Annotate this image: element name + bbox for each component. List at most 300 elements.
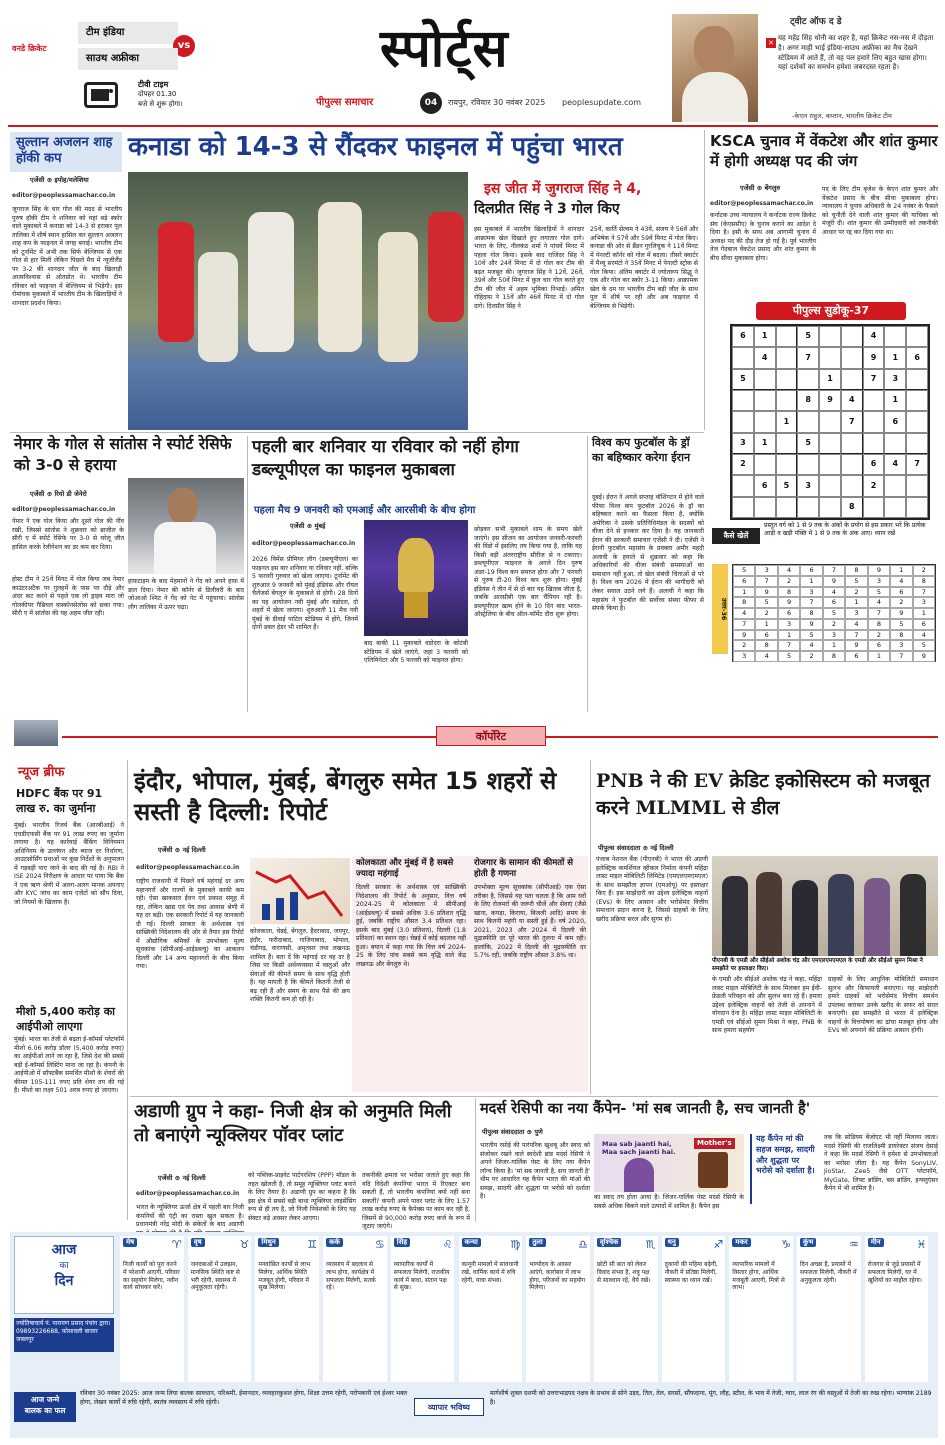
solution-cell: 2 [733,640,755,651]
solution-cell: 2 [755,608,777,619]
sudoku-cell [754,369,776,390]
wpl-headline: पहली बार शनिवार या रविवार को नहीं होगा डब्ल्यूपीएल का फाइनल मुकाबला [252,437,519,480]
solution-cell: 3 [778,619,800,630]
sudoku-cell [906,390,928,411]
adani-email: editor@peoplessamachar.co.in [136,1190,240,1197]
zodiac-icon: ♑ [781,1238,791,1251]
sign-name: धनु [665,1238,679,1247]
zodiac-icon: ♍ [510,1238,521,1251]
sign-text: मनवांछित कार्यों से लाभ मिलेगा, आर्थिक स्थिति मजबूत होगी, परिवार में सुख मिलेगा। [258,1261,311,1292]
horoscope-panchang: ज्योतिषाचार्य पं. नारायण प्रसाद पंचांग द्वारा। 09893226688, कोसावली बाजार जबलपुर [14,1318,114,1352]
solution-cell: 9 [733,630,755,641]
ad-line1: Maa sab jaanti hai, [602,1140,672,1148]
rahul-photo [672,14,758,122]
solution-cell: 1 [913,608,935,619]
sudoku-cell [841,433,863,454]
horoscope-title-box [14,1236,114,1314]
sudoku-cell [841,347,863,368]
zodiac-icon: ♉ [239,1238,250,1251]
sudoku-cell: 6 [754,475,776,496]
solution-cell: 2 [845,587,867,598]
sudoku-cell: 1 [884,390,906,411]
sudoku-cell: 8 [841,497,863,518]
sign-name: सिंह [394,1238,410,1247]
solution-cell: 5 [755,597,777,608]
sudoku-cell [863,497,885,518]
adani-col3: तकनीकी क्षमता पर भरोसा जताते हुए कहा कि यदि विदेशी कंपनियां भारत में रिएक्टर बना सकती हैं, तो भारतीय कंपनियां क्यों नहीं बना सकतीं? कंपनी अपने पावर प्लांट के लिए 1.57 लाख करोड़ रुपए के कैपेक्स पर काम कर रही है, जिसमें से 90,000 करोड़ रुपए कर्ज के रूप में जुटाए जाएंगे। [362,1172,470,1231]
sudoku-cell [754,497,776,518]
sign-text: निजी कार्यों को पूरा करने में परेशानी आएगी, परिवार का सहयोग मिलेगा, नवीन कार्य सोचकर करें। [123,1261,180,1292]
sign-name: तुला [529,1238,546,1247]
sudoku-cell [863,411,885,432]
pnb-headline: PNB ने की EV क्रेडिट इकोसिस्टम को मजबूत करने MLMML से डील [596,770,931,819]
sudoku-cell: 3 [797,475,819,496]
sudoku-cell [776,454,798,475]
metro-box-body2: उपभोक्ता मूल्य सूचकांक (सीपीआई) एक ऐसा तरीका है, जिससे यह पता चलता है कि आम घरों के लिए रोजमर्रा की जरूरी चीजें और सेवाएं (जैसे खाना, कपड़ा, किराया, बिजली आदि) समय के साथ कितनी महंगी या सस्ती हुई हैं। वर्ष 2020, 2021, 2023 और 2024 में दिल्ली की मुद्रास्फीति दर पूरे भारत की तुलना में कम रही। हालांकि, 2022 में दिल्ली की मुद्रास्फीति दर 5.7% रही, जबकि राष्ट्रीय औसत 3.8% था। [474,884,586,960]
ad-line2: Maa sach jaanti hai. [602,1148,676,1156]
solution-cell: 3 [755,565,777,576]
pnb-photo-caption: पीएनबी के एमडी और सीईओ अशोक चंद्र और एमएलएमएमएल के एमडी और सीईओ सुमन मिश्रा ने समझौते पर हस्ताक्षर किए। [712,958,923,972]
zodiac-icon: ♈ [171,1238,182,1251]
sudoku-cell: 7 [863,369,885,390]
metro-col2: कोलकाता, चेन्नई, बेंगलुरु, हैदराबाद, जयपुर, इंदौर, फरीदाबाद, गाजियाबाद, भोपाल, चंडीगढ़, वाराणसी, अमृतसर तथा लखनऊ शामिल हैं। बता दें कि महंगाई दर वह दर है जिस पर किसी अर्थव्यवस्था में वस्तुओं और सेवाओं की कीमतें समय के साथ वृद्धि होती है। यह मापती है कि कीमतें कितनी तेजी से बढ़ रही हैं और समय के साथ पैसे की क्रय शक्ति कितनी कम हो रही है। [250,928,350,1004]
solution-cell: 1 [800,576,822,587]
sudoku-cell: 5 [797,326,819,347]
solution-cell: 3 [800,587,822,598]
zodiac-icon: ♓ [916,1238,927,1251]
sudoku-cell [754,411,776,432]
horoscope-sign [662,1236,726,1382]
iran-body: दुबई। ईरान ने अगले सप्ताह वॉशिंगटन में होने वाले फीफा विश्व कप फुटबॉल 2026 के ड्रॉ का बहिष्कार करने का फैसला किया है, क्योंकि अमेरिका ने उसके प्रतिनिधिमंडल के सदस्यों को वीजा देने से इनकार कर दिया है। यह जानकारी ईरान की सरकारी समाचार एजेंसी ने दी। एजेंसी ने ईरानी फुटबॉल महासंघ के प्रवक्ता अमीर महदी अलावी के हवाले से शुक्रवार को कहा कि अधिकारियों की वीजा संबंधी समस्याओं का समाधान नहीं हुआ, तो खेल संबंधी चिंताओं से परे है। विश्व कप 2026 में ईरान की भागीदारी को लेकर सवाल उठने लगे हैं। अलावी ने कहा कि महासंघ ने फुटबॉल की सर्वोच्च संस्था फीफा से संपर्क किया है। [592,494,704,613]
adani-col2: को पब्लिक-प्राइवेट पार्टनरशिप (PPP) मॉडल के तहत खोलती है, तो समूह न्यूक्लियर प्लांट बनाने के लिए तैयार है। अडाणी ग्रुप का कहना है कि इस क्षेत्र में सबसे बड़ी बाधा न्यूक्लियर लाइसेंसिंग रूप से ही तय है, जो निजी निवेशकों के लिए यह सेक्टर बड़े अवसर लेकर आएगा। [248,1172,356,1222]
solution-cell: 3 [913,597,935,608]
solution-cell: 4 [800,640,822,651]
horoscope-title-mid: का [59,1260,69,1271]
adani-headline: अडाणी ग्रुप ने कहा- निजी क्षेत्र को अनुमति मिली तो बनाएंगे न्यूक्लियर पॉवर प्लांट [134,1101,452,1147]
sudoku-cell: 1 [754,433,776,454]
neymar-text1: नेमार ने एक गोल किया और दूसरे गोल की नींव रखी, जिससे सांतोस ने शुक्रवार को ब्राजील के सीरी ए में स्पोर्ट रेसिफे पर 3-0 से घरेलू जीत हासिल करके रेलीगेशन का डर कम कर दिया। [12,518,124,551]
news-brief-label: न्यूज ब्रीफ [18,765,65,780]
mothers-col1: भारतीय रसोई की पारंपरिक खुशबू और स्वाद को संजोकर रखने वाले स्वदेशी ब्रांड मदर्स रेसिपी ने अपने जिंजर-गार्लिक पेस्ट के लिए नया कैंपेन लॉन्च किया है। 'मां सब जानती है, सच जानती है' थीम पर आधारित यह कैंपेन भारत की मांओं की समझ, सादगी और शुद्धता पर भरोसे को दर्शाता है। [480,1142,590,1201]
mothers-col2: का स्वाद तय होता आया है। जिंजर-गार्लिक पेस्ट मदर्स रेसिपी के सबसे अधिक बिकने वाले उत्पादों में शामिल है। कैंपेन इस [594,1194,744,1210]
solution-cell: 3 [868,576,890,587]
team1: टीम इंडिया [78,22,178,44]
sudoku-cell [797,454,819,475]
wpl-col3: छोड़कर सभी मुकाबले शाम के समय खेले जाएंगे। इस सीजन का आयोजन जनवरी-फरवरी की विंडो में इसलिए तय किया गया है, ताकि यह किसी बड़ी अंतरराष्ट्रीय सीरीज से न टकराए। डब्ल्यूपीएल फाइनल के अगले दिन पुरुष अंडर-19 विश्व कप समाप्त होगा और 7 फरवरी से पुरुष टी-20 विश्व कप शुरू होगा। मुंबई इंडियंस ने तीन में से दो बार यह खिताब जीता है, जबकि आरसीबी एक बार चैंपियन रही है। डब्ल्यूपीएल खत्म होने के 10 दिन बाद भारत-ऑस्ट्रेलिया के बीच ऑल-फॉर्मेट दौरा शुरू होगा। [474,526,582,619]
born-label-1: आज जन्मे [30,1395,60,1404]
sudoku-cell: 4 [754,347,776,368]
horoscope-sign [594,1236,658,1382]
born-text: रविवार 30 नवंबर 2025: आज जन्म लिया बालक सावधान, परिश्रमी, ईमानदार, व्यवहारकुशल होगा, शिक्षा उत्तम रहेगी, परोपकारी एवं ईश्वर भक्त होगा, लेखन कार्यों में रुचि रहेगी, स्वतंत्र व्यवसाय में रुचि रहेगी। [80,1390,407,1406]
hockey-col2: इस मुकाबले में भारतीय खिलाड़ियों ने शानदार आक्रामक खेल दिखाते हुए लगातार गोल दागे। भारत के लिए, नीलकंठ शर्मा ने पांचवें मिनट में पहला गोल किया। इसके बाद राजिंदर सिंह ने 10वें और 24वें मिनट में दो गोल कर टीम की बढ़त मजबूत की। जुगराज सिंह ने 12वें, 26वें, 39वें और 50वें मिनट में कुल चार गोल करते हुए टीम की जीत में अहम भूमिका निभाई। अमित रोहिदास ने 15वें और 46वें मिनट में दो गोल दागे। दिलप्रीत सिंह ने [474,226,584,310]
hockey-email: editor@peoplessamachar.co.in [12,192,116,199]
mothers-byline: पीपुल्स संवाददाता ⊕ पुणे [482,1128,543,1136]
hockey-headline: कनाडा को 14-3 से रौंदकर फाइनल में पहुंचा भारत [128,132,623,162]
zodiac-icon: ♒ [848,1238,859,1251]
metro-box-title2: रोजगार के सामान की कीमतों से होती है गणना [474,858,574,880]
sudoku-cell [797,497,819,518]
solution-cell: 1 [890,565,912,576]
solution-cell: 7 [800,597,822,608]
solution-cell: 6 [800,565,822,576]
sudoku-cell [776,369,798,390]
pnb-photo [712,856,938,956]
adani-col1: भारत के न्यूक्लियर ऊर्जा क्षेत्र में पहली बार निजी कंपनियों की एंट्री का रास्ता खुल सकता है। प्रधानमंत्री नरेंद्र मोदी के संकेतों के बाद अडाणी [136,1204,244,1229]
solution-cell: 4 [823,587,845,598]
sudoku-cell: 6 [732,326,754,347]
sudoku-cell [732,411,754,432]
sudoku-instructions: प्रस्तुत वर्ग को 1 से 9 तक के अंकों के प्रयोग से इस प्रकार भरें कि प्रत्येक आड़ी व खड़ी पंक्ति में 1 से 9 तक के अंक आए। ध्यान रखें [764,522,926,538]
sign-name: कुंभ [800,1238,816,1247]
zodiac-icon: ♏ [645,1238,656,1251]
solution-cell: 2 [890,597,912,608]
sign-text: रोजगार से जुड़े प्रयासों में सफलता मिलेगी, घर में खुशियों का माहौल रहेगा। [867,1261,922,1284]
solution-cell: 3 [845,608,867,619]
horoscope-sign [391,1236,455,1382]
tweet-text: यह महेंद्र सिंह धोनी का शहर है, यहां क्रिकेट नस-नस में दौड़ता है। अगर माही भाई इंडिया-साउथ अफ्रीका का मैच देखने स्टेडियम में आते हैं, तो वह पल हमारे लिए बहुत खास होगा। यहां दर्शकों का समर्थन हमेशा जबरदस्त रहता है। [778,34,934,72]
neymar-email: editor@peoplessamachar.co.in [12,506,116,513]
neymar-text2: होस्ट टीम ने 25वें मिनट में गोल किया जब नेमार काउंटरअटैक पर गुलहर्मे के पास पर दौड़े और अंदर कट करने से पहले एक लो ड्राइव मारा जो गोलकीपर गैब्रियल वास्कोनसेलोस को छका गया। सीरी ए में सांतोस की यह अहम जीत रही। [12,576,124,618]
solution-cell: 8 [890,630,912,641]
hockey-col1: जुगराज सिंह के चार गोल की मदद से भारतीय पुरुष हॉकी टीम ने शनिवार को यहां बड़े स्कोर वाले मुकाबले में कनाडा को 14-3 से हराकर पूल तालिका में शीर्ष स्थान हासिल कर सुल्तान अजलन शाह कप के फाइनल में जगह बनाई। भारतीय टीम को टूर्नामेंट में अभी तक सिर्फ बेल्जियम से एक गोल से हार मिली लेकिन पिछले मैच में न्यूजीलैंड पर 3-2 की शानदार जीत के बाद खिलाड़ी आत्मविश्वास से ओतप्रोत थे। भारतीय टीम रविवार को फाइनल में बेल्जियम से भिड़ेगी। इस रोमांचक मुकाबले में भारतीय टीम के खिलाड़ियों ने शानदार प्रदर्शन किया। [12,206,123,308]
market-text: मार्गशीर्ष शुक्ल दशमी को उत्तराभाद्रपद नक्षत्र के प्रभाव से सोने उड़द, तिल, तेल, सरसों, सौंफदाना, मूंग, लौह, स्टील, के भाव में तेजी, ग्वार, लाल रंग की वस्तुओं में तेजी का रुख रहेगा। भाग्यांक 2189 है। [490,1390,932,1406]
sudoku-cell [841,326,863,347]
solution-cell: 2 [913,565,935,576]
sudoku-cell [906,475,928,496]
sudoku-cell: 1 [819,369,841,390]
solution-cell: 7 [755,576,777,587]
sudoku-cell: 6 [884,411,906,432]
sign-text: जनदबाओं में उलझन, मानसिक स्थिति कष्ट से भरी रहेगी, स्वास्थ्य में अनुकूलता रहेगी। [190,1261,240,1292]
sudoku-cell: 4 [863,326,885,347]
solution-cell: 9 [890,608,912,619]
solution-cell: 8 [913,576,935,587]
sign-text: व्यवसाय में बदलाव से लाभ होगा, कार्यक्षेत्र में सफलता मिलेगी, सतर्क रहें। [326,1261,376,1292]
horoscope-sign [526,1236,590,1382]
sign-text: व्यापारिक कार्यों में सफलता मिलेगी, राजकीय कार्य में बाधा, संतान पक्ष से सुख। [393,1261,450,1292]
sign-text: कानूनी मामलों में सावधानी रखें, धार्मिक कार्य में रुचि रहेगी, यात्रा संभव। [461,1261,519,1284]
neymar-photo [128,478,244,574]
sudoku-cell [797,411,819,432]
born-label-2: बालक का फल [24,1406,66,1416]
tv-box [8,20,208,120]
vs-badge: vs [173,35,195,57]
solution-cell: 4 [755,651,777,662]
sudoku-cell [906,433,928,454]
solution-cell: 5 [890,619,912,630]
solution-cell: 6 [845,651,867,662]
tweet-box [672,14,938,126]
solution-cell: 7 [913,587,935,598]
pnb-col2: के एमडी और सीईओ अशोक चंद्र ने कहा, महिंद्रा लास्ट माइल मोबिलिटी के साथ मिलकर हम ईवी-फ्रेंडली परिवहन को और सुलभ बना रहे हैं। हमारा उद्देश्य इलेक्ट्रिक वाहनों को तेजी से अपनाने में योगदान देना है। महिंद्रा लास्ट माइल मोबिलिटी के एमडी एवं सीईओ सुमन मिश्रा ने कहा, PNB के साथ हमारा सहयोग [712,976,822,1035]
sudoku-cell [776,347,798,368]
tv-channel: दोपहर 01.30 [138,90,177,98]
sudoku-title: पीपुल्स सुडोकू-37 [756,302,906,320]
inflation-chart-icon [250,858,350,924]
sudoku-cell [754,454,776,475]
pnb-byline: पीपुल्स संवाददाता ⊕ नई दिल्ली [598,844,674,852]
wpl-email: editor@peoplessamachar.co.in [252,540,356,547]
solution-cell: 5 [800,630,822,641]
solution-cell: 2 [800,651,822,662]
solution-cell: 8 [755,640,777,651]
sudoku-cell: 5 [732,369,754,390]
sudoku-cell [819,433,841,454]
solution-cell: 4 [778,565,800,576]
sudoku-cell [819,347,841,368]
hdfc-body: मुंबई। भारतीय रिजर्व बैंक (आरबीआई) ने एचडीएफसी बैंक पर 91 लाख रुपए का जुर्माना लगाया है। यह कार्रवाई बैंकिंग विनियमन अधिनियम के उल्लंघन और ब्याज दर निर्धारण, आउटसोर्सिंग प्रथाओं पर कुछ निर्देशों के अनुपालन में गड़बड़ी पाए जाने के बाद की गई है। RBI ने ISE 2024 निरीक्षण के आधार पर पाया कि बैंक ने एक ऋण श्रेणी में अलग-अलग मानक अपनाए और KYC जांच का काम एजेंटों को सौंप दिया, जो नियमों के खिलाफ है। [14,822,125,906]
tweet-icon: ✕ [766,38,776,48]
corporate-label: कॉर्पोरेट [436,726,546,746]
sudoku-cell [819,497,841,518]
iran-headline: विश्व कप फुटबॉल के ड्रॉ का बहिष्कार करेगा ईरान [592,436,691,464]
sudoku-cell [906,326,928,347]
sudoku-cell [776,326,798,347]
metro-box-title1: कोलकाता और मुंबई में है सबसे ज्यादा महंगाई [356,858,454,880]
solution-cell: 5 [823,608,845,619]
neymar-text3: हाफ़टाइम के बाद मेहमानों ने गेंद को अपने हाफ़ में डाल दिया। नेमार की कॉर्नर से डिलीवरी के बाद जोआओ श्मिट ने गेंद को नेट में पहुंचाया। सांतोस लीग तालिका में ऊपर चढ़ा। [128,578,244,611]
solution-cell: 5 [913,640,935,651]
wpl-byline: एजेंसी ⊕ मुंबई [290,522,326,530]
solution-cell: 8 [800,608,822,619]
sign-text: दिन अच्छा है, प्रयासों में सफलता मिलेगी, नौकरी में अनुकूलता रहेगी। [800,1261,857,1284]
sudoku-solution-grid [732,564,936,662]
sudoku-cell [884,433,906,454]
masthead [300,14,670,124]
sign-name: वृष [191,1238,205,1247]
sudoku-grid [730,324,930,520]
solution-cell: 1 [845,597,867,608]
solution-cell: 7 [733,619,755,630]
sudoku-cell [797,369,819,390]
metro-email: editor@peoplessamachar.co.in [136,864,240,871]
sign-name: मकर [732,1238,750,1247]
sudoku-cell: 1 [754,326,776,347]
solution-cell: 9 [823,576,845,587]
solution-cell: 4 [845,619,867,630]
masthead-title: स्पोर्ट्स [380,18,509,79]
solution-cell: 8 [823,651,845,662]
hockey-byline: एजेंसी ⊕ इपोह/मलेशिया [30,176,89,184]
solution-cell: 9 [755,587,777,598]
zodiac-icon: ♌ [442,1238,453,1251]
sign-text: भाग्योदय के अवसर आएंगे, कारोबार में लाभ होगा, परिजनों का सहयोग मिलेगा। [529,1261,586,1292]
ad-brand: Mother's [694,1138,735,1149]
sudoku-howto: कैसे खेलें [712,528,760,544]
sudoku-cell [863,433,885,454]
sudoku-cell [819,454,841,475]
sudoku-cell [863,390,885,411]
mothers-col3: तक कि सोडियम बेंजोएट भी नहीं मिलाया जाता। मदर्स रेसिपी की राजलिक्ष्मी डायरेक्टर संजय देसाई ने कहा कि मदर्स रेसिपी ने हमेशा से उपभोक्ताओं का भरोसा जीता है। यह कैंपेन SonyLIV, JioStar, Zee5 जैसे OTT प्लेटफॉर्म, MyGate, लिफ्ट ब्रांडिंग, बस ब्रांडिंग, इन्फ्लुएंसर कैंपेन में भी शामिल है। [824,1134,938,1193]
tv-start: बजे से शुरू होगा। [138,100,183,108]
hockey-sub1: इस जीत में जुगराज सिंह ने 4, [484,181,642,197]
metro-box-body1: दिल्ली सरकार के अर्थशास्त्र एवं सांख्यिकी निदेशालय की रिपोर्ट के अनुसार, वित्त वर्ष 2024-25 में कोलकाता में सीपीआई (आईडब्ल्यू) में सबसे अधिक 3.6 प्रतिशत वृद्धि हुई, जबकि राष्ट्रीय औसत 3.4 प्रतिशत रहा। इसके बाद मुंबई (3.0 प्रतिशत), दिल्ली (1.8 प्रतिशत) का स्थान रहा। चेन्नई में कोई बदलाव नहीं हुआ। बयान में कहा गया कि वित्त वर्ष 2024-25 के लिए पांच सबसे कम वृद्धि वाले केंद्र लखनऊ और बेंगलुरु थे। [356,884,466,968]
sudoku-cell [906,497,928,518]
hdfc-headline: HDFC बैंक पर 91 लाख रु. का जुर्माना [16,787,103,816]
sudoku-cell [732,497,754,518]
solution-cell: 7 [823,565,845,576]
sign-text: छोटी सी बात को लेकर विवाद संभव है, शत्रु पक्ष से सावधान रहें, धैर्य रखें। [596,1261,651,1284]
sudoku-cell: 5 [797,433,819,454]
sudoku-cell: 7 [797,347,819,368]
ksca-col1: कर्नाटक उच्च न्यायालय ने कर्नाटक राज्य क्रिकेट संघ (केएससीए) के चुनाव कराने का आदेश दे दिया है। इसी के साथ अब आगामी चुनाव में अध्यक्ष पद की दौड़ तेज हो गई है। पूर्व भारतीय तेज गेंदबाज वेंकटेश प्रसाद और शांत कुमार के बीच सीधा मुकाबला होगा। [710,212,816,262]
horoscope-sign [865,1236,929,1382]
sudoku-cell [884,475,906,496]
team2: साउथ अफ्रीका [78,48,178,70]
solution-cell: 1 [755,619,777,630]
solution-cell: 8 [733,597,755,608]
metro-headline: इंदौर, भोपाल, मुंबई, बेंगलुरु समेत 15 शहरों से सस्ती है दिल्ली: रिपोर्ट [134,767,557,827]
wpl-col1: 2026 विमेंस प्रीमियर लीग (डब्ल्यूपीएल) का फाइनल इस बार शनिवार या रविवार नहीं, बल्कि 5 फरवरी गुरुवार को खेला जाएगा। टूर्नामेंट की शुरुआत 9 जनवरी को मुंबई इंडियंस और रॉयल चैलेंजर्स बेंगलुरु के मुकाबले से होगी। 28 दिनों का यह आयोजन नवी मुंबई और वडोदरा, दो शहरों में खेला जाएगा। शुरुआती 11 मैच नवी मुंबई के डीवाई पाटिल स्टेडियम में होंगे, जिनमें दोनों डबल हेडर भी शामिल हैं। [252,556,358,632]
wpl-sub: पहला मैच 9 जनवरी को एमआई और आरसीबी के बीच होगा [254,505,476,516]
meesho-body: मुंबई। भारत का तेजी से बढ़ता ई-कॉमर्स प्लेटफॉर्म मीशो 6.06 करोड़ डॉलर (5,400 करोड़ रुपए) का आईपीओ लाने जा रहा है, जिसे देश की सबसे बड़ी ई-कॉमर्स लिस्टिंग माना जा रहा है। कंपनी के आईपीओ में सॉफ्टबैंक समर्थित मीशो के शेयरों की कीमत 105-111 रुपए प्रति शेयर तय की गई है। मीशो का लक्ष्य 501 अरब रुपए हो जाएगा। [14,1036,124,1095]
solution-cell: 2 [778,576,800,587]
sudoku-cell: 1 [776,411,798,432]
sudoku-cell: 1 [884,347,906,368]
hockey-kicker [10,132,122,172]
sudoku-cell: 4 [884,454,906,475]
sudoku-cell [776,497,798,518]
solution-cell: 7 [868,608,890,619]
inflation-graphic [250,858,350,924]
horoscope-title-top: आज [51,1242,77,1258]
hockey-photo [128,172,468,430]
tweet-author: -केएल राहुल, कप्तान, भारतीय क्रिकेट टीम [792,112,892,120]
solution-cell: 2 [868,630,890,641]
dateline: रायपुर, रविवार 30 नवंबर 2025 [448,98,546,107]
sudoku-cell [732,347,754,368]
solution-cell: 4 [733,608,755,619]
hockey-kicker-text: सुल्तान अजलन शाह हॉकी कप [16,135,113,167]
sudoku-cell [819,411,841,432]
zodiac-icon: ♊ [307,1238,318,1251]
solution-cell: 7 [845,630,867,641]
ksca-byline: एजेंसी ⊕ बेंगलुरु [740,184,781,192]
sudoku-cell: 2 [863,475,885,496]
mothers-quote: यह कैंपेन मां की सहज समझ, सादगी और शुद्धता पर भरोसे को दर्शाता है। [750,1134,818,1204]
sudoku-cell [906,411,928,432]
sudoku-cell: 6 [906,347,928,368]
solution-cell: 4 [890,576,912,587]
sudoku-cell [841,369,863,390]
sudoku-answer-label: उत्तर-36 [712,564,728,654]
solution-cell: 1 [778,630,800,641]
sign-name: मेष [123,1238,137,1247]
market-label: व्यापार भविष्य [414,1398,484,1416]
tv-label: वनडे क्रिकेट [12,44,47,53]
solution-cell: 7 [890,651,912,662]
solution-cell: 9 [845,640,867,651]
wpl-trophy-photo [364,520,468,636]
horoscope-sign [729,1236,793,1382]
sudoku-cell: 9 [863,347,885,368]
sudoku-cell [732,475,754,496]
solution-cell: 3 [823,630,845,641]
page-number: 04 [420,92,442,114]
meesho-headline: मीशो 5,400 करोड़ का आईपीओ लाएगा [16,1005,116,1034]
tv-time-label: टीवी टाइम [138,80,169,89]
sudoku-cell [776,433,798,454]
hockey-sub2: दिलप्रीत सिंह ने 3 गोल किए [474,201,620,217]
neymar-headline: नेमार के गोल से सांतोस ने स्पोर्ट रेसिफे को 3-0 से हराया [14,435,232,474]
sudoku-cell: 6 [863,454,885,475]
solution-cell: 9 [778,597,800,608]
metro-col1: राष्ट्रीय राजधानी में पिछले वर्ष महंगाई दर अन्य महानगरों और राज्यों के मुकाबले काफी कम रही। ऐसा खाकसार ईंधन एवं प्रकाश समूह में रहा, लेकिन खाद्य एवं पेय तथा आवास श्रेणी में यह दर बढ़ी। एक सरकारी रिपोर्ट में यह जानकारी दी गई। दिल्ली सरकार के अर्थशास्त्र एवं सांख्यिकी निदेशालय की ओर से तैयार इस रिपोर्ट में औद्योगिक श्रमिकों के उपभोक्ता मूल्य सूचकांक (सीपीआई-आईडब्ल्यू) का आकलन दिल्ली और 14 अन्य महानगरों के बीच किया गया। [136,878,244,971]
zodiac-icon: ♎ [578,1238,588,1251]
solution-cell: 6 [890,587,912,598]
sign-name: वृश्चिक [597,1238,622,1247]
sign-name: मिथुन [258,1238,278,1247]
ksca-email: editor@peoplessamachar.co.in [710,200,814,207]
solution-cell: 1 [733,587,755,598]
horoscope-sign [797,1236,861,1382]
sudoku-cell: 8 [797,390,819,411]
sudoku-cell [841,454,863,475]
horoscope-sign [323,1236,387,1382]
sudoku-cell [819,475,841,496]
sudoku-cell [754,390,776,411]
sudoku-cell: 4 [841,390,863,411]
pnb-col1: पंजाब नेशनल बैंक (पीएनबी) ने भारत की अग्रणी इलेक्ट्रिक कमर्शियल व्हीकल निर्माता कंपनी महिंद्रा लास्ट माइल मोबिलिटी लिमिटेड (एमएलएमएमएल) के साथ समझौता ज्ञापन (एमओयू) पर हस्ताक्षर किए हैं। इस साझेदारी का उद्देश्य इलेक्ट्रिक वाहनों (EVs) के लिए आसान और भरोसेमंद वित्तीय समाधान प्रदान करना है, जिससे ग्राहकों के लिए खरीद प्रक्रिया सरल और सुगम हो। [596,856,708,923]
sudoku-cell [884,497,906,518]
solution-cell: 7 [778,640,800,651]
zodiac-icon: ♐ [713,1238,724,1251]
sign-name: मीन [868,1238,884,1247]
neymar-byline: एजेंसी ⊕ रियो डी जेनेरो [30,490,87,498]
website: peoplesupdate.com [562,98,642,107]
sudoku-cell [732,390,754,411]
born-label [14,1392,76,1422]
solution-cell: 8 [778,587,800,598]
solution-cell: 8 [845,565,867,576]
zodiac-icon: ♋ [374,1238,385,1251]
solution-cell: 3 [733,651,755,662]
masthead-paper: पीपुल्स समाचार [316,97,374,108]
solution-cell: 1 [823,640,845,651]
hockey-col3: 25वें, कार्ति सेल्वम ने 43वें, संजय ने 56वें और अभिषेक ने 57वें और 59वें मिनट में गोल किए। कनाडा की ओर से ब्रैंडन गुरलिचुक ने 11वें मिनट में पेनल्टी कॉर्नर को गोल में बदला। तीसरे क्वार्टर में मैथ्यू सरमंटो ने 35वें मिनट में पेनल्टी स्ट्रोक से गोल किया। अंतिम क्वार्टर में ज्योतरूप सिद्धू ने एक और गोल कर स्कोर 3-11 किया। आक्रामक खेल के दम पर भारतीय टीम बड़ी जीत के साथ पूल में शीर्ष पर रही और अब फाइनल में बेल्जियम से भिड़ेगी। [590,226,698,310]
sudoku-cell: 3 [732,433,754,454]
wpl-col2: बाद बाकी 11 मुकाबले वडोदरा के कोटंबी स्टेडियम में खेले जाएंगे, जहां 3 फरवरी को एलिमिनेटर और 5 फरवरी को फाइनल होगा। [364,640,468,665]
solution-cell: 6 [755,630,777,641]
solution-cell: 6 [913,619,935,630]
sudoku-cell: 5 [776,475,798,496]
sign-text: दुकानों की महिमा बढ़ेगी, नौकरी में प्रतिष्ठा मिलेगी, स्वास्थ्य का ध्यान रखें। [664,1261,718,1284]
tv-icon [84,82,118,108]
solution-cell: 4 [868,597,890,608]
solution-cell: 4 [913,630,935,641]
solution-cell: 8 [868,619,890,630]
solution-cell: 3 [890,640,912,651]
solution-cell: 5 [868,587,890,598]
sudoku-cell: 9 [819,390,841,411]
mothers-headline: मदर्स रेसिपी का नया कैंपेन- 'मां सब जानती है, सच जानती है' [480,1101,811,1117]
solution-cell: 2 [823,619,845,630]
horoscope-title-bot: दिन [54,1273,74,1290]
solution-cell: 5 [845,576,867,587]
sudoku-cell: 3 [884,369,906,390]
sudoku-cell [776,390,798,411]
solution-cell: 6 [733,576,755,587]
sign-name: कन्या [462,1238,481,1247]
sign-text: व्यापारिक मामलों में विस्तार होगा, आर्थिक मजबूती आएगी, मित्रों से लाभ। [732,1261,785,1292]
horoscope-sign [459,1236,523,1382]
metro-byline: एजेंसी ⊕ नई दिल्ली [158,846,206,854]
sudoku-cell [841,475,863,496]
mothers-ad [594,1134,744,1192]
sudoku-cell [884,326,906,347]
sudoku-cell: 7 [841,411,863,432]
horoscope-sign [188,1236,252,1382]
